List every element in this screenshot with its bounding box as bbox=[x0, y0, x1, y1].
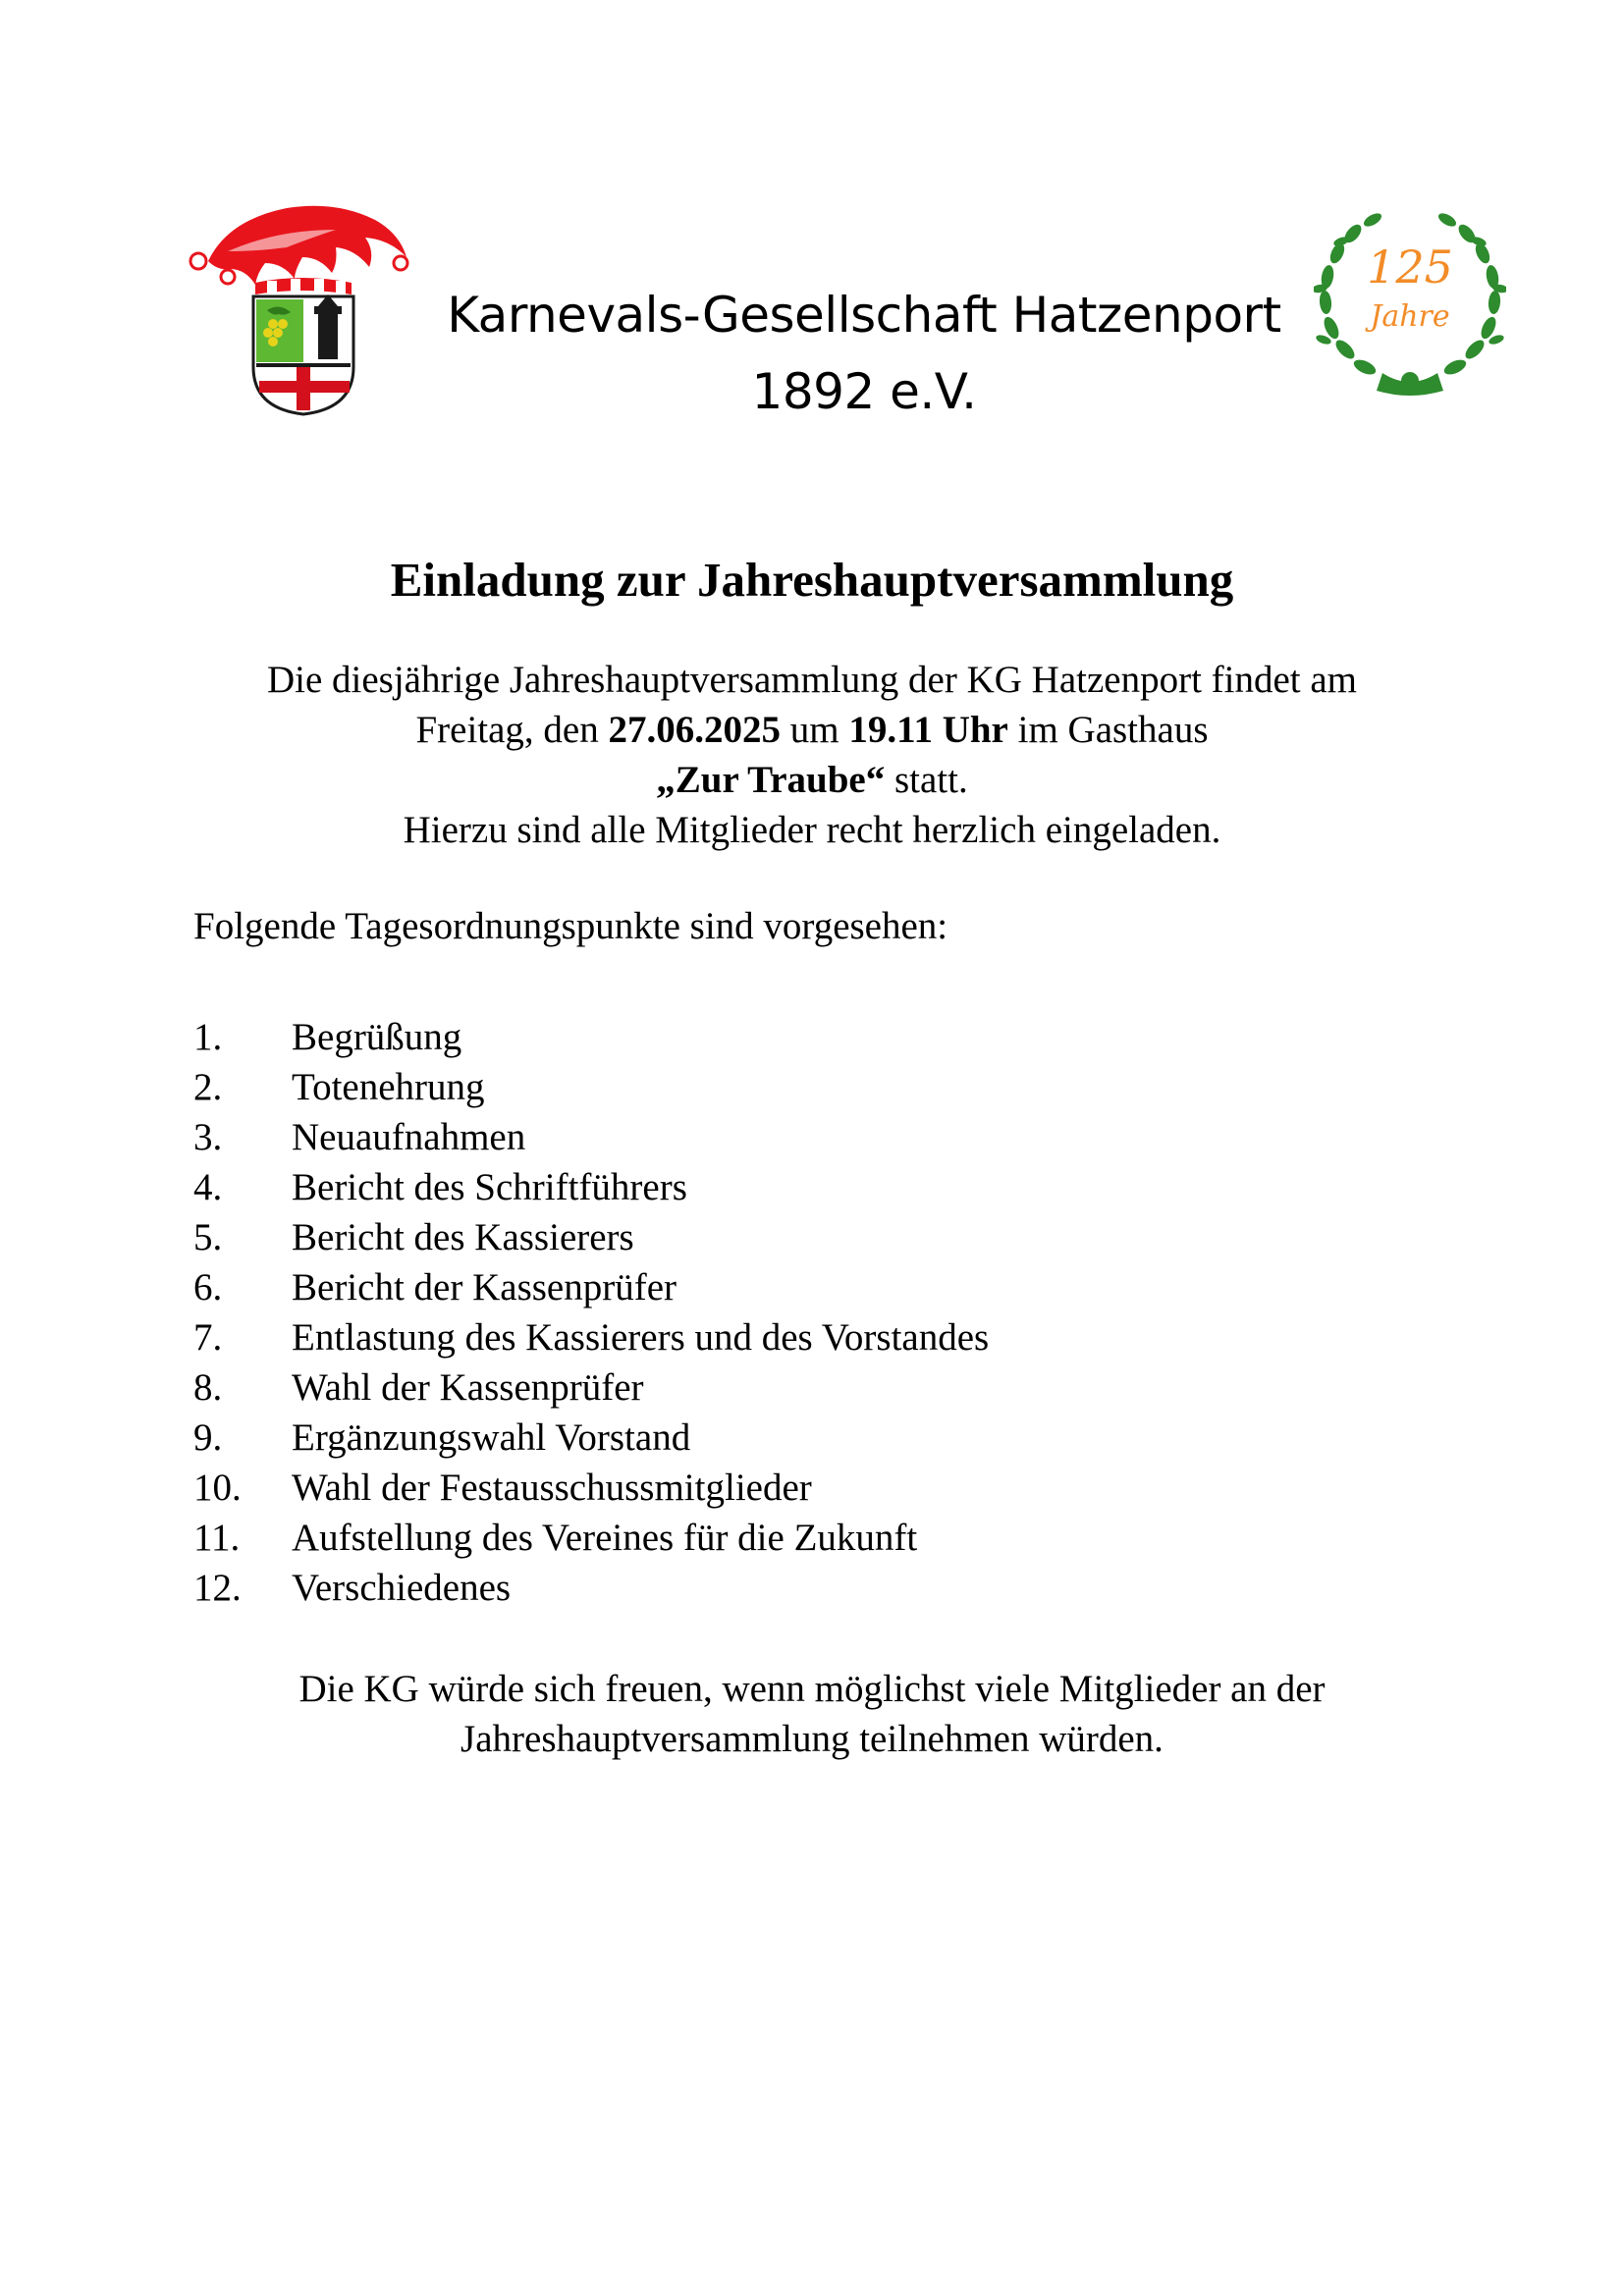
agenda-item bbox=[193, 1012, 989, 1062]
intro-line-1: Die diesjährige Jahreshauptversammlung der KG Hatzenport findet am bbox=[266, 659, 1358, 701]
organization-name-line1: Karnevals-Gesellschaft Hatzenport bbox=[447, 287, 1281, 344]
agenda-item bbox=[193, 1463, 989, 1513]
agenda-item-text: Bericht der Kassenprüfer bbox=[292, 1266, 677, 1308]
anniversary-number: 125 bbox=[1367, 240, 1453, 294]
agenda-item-number: 11. bbox=[193, 1517, 241, 1559]
agenda-item-text: Bericht des Kassierers bbox=[292, 1216, 634, 1258]
agenda-item-number: 5. bbox=[193, 1216, 223, 1258]
meeting-venue: „Zur Traube“ bbox=[656, 759, 886, 801]
agenda-item-number: 8. bbox=[193, 1366, 223, 1409]
intro-venue-lead: im Gasthaus bbox=[1007, 709, 1209, 751]
crest-logo-icon bbox=[189, 200, 410, 416]
anniversary-wreath-logo-icon bbox=[1314, 198, 1506, 397]
agenda-item bbox=[193, 1162, 989, 1212]
meeting-date: 27.06.2025 bbox=[608, 709, 781, 751]
agenda-item-text: Wahl der Festausschussmitglieder bbox=[292, 1467, 812, 1509]
anniversary-word: Jahre bbox=[1370, 299, 1450, 334]
agenda-item-text: Wahl der Kassenprüfer bbox=[292, 1366, 644, 1409]
intro-um-text: um bbox=[781, 709, 849, 751]
agenda-item bbox=[193, 1262, 989, 1312]
agenda-item bbox=[193, 1513, 989, 1563]
agenda-item-number: 1. bbox=[193, 1016, 223, 1058]
agenda-lead: Folgende Tagesordnungspunkte sind vorgesehen: bbox=[193, 905, 948, 947]
agenda-item bbox=[193, 1312, 989, 1362]
agenda-item bbox=[193, 1413, 989, 1463]
agenda-item bbox=[193, 1112, 989, 1162]
agenda-item bbox=[193, 1062, 989, 1112]
agenda-item-number: 9. bbox=[193, 1416, 223, 1459]
meeting-time: 19.11 Uhr bbox=[848, 709, 1008, 751]
document-title: Einladung zur Jahreshauptversammlung bbox=[390, 553, 1234, 607]
closing-paragraph bbox=[98, 1664, 1526, 1764]
agenda-item-text: Begrüßung bbox=[292, 1016, 462, 1058]
agenda-item-number: 12. bbox=[193, 1567, 242, 1609]
agenda-item-number: 10. bbox=[193, 1467, 242, 1509]
intro-line-3 bbox=[98, 755, 1526, 805]
agenda-item bbox=[193, 1563, 989, 1613]
agenda-item bbox=[193, 1362, 989, 1413]
intro-day-text: Freitag, den bbox=[415, 709, 609, 751]
agenda-list bbox=[193, 1012, 989, 1613]
agenda-item-number: 2. bbox=[193, 1066, 223, 1108]
agenda-item-text: Totenehrung bbox=[292, 1066, 485, 1108]
organization-name bbox=[393, 277, 1335, 430]
agenda-item-number: 6. bbox=[193, 1266, 223, 1308]
agenda-item-text: Aufstellung des Vereines für die Zukunft bbox=[292, 1517, 918, 1559]
agenda-item-text: Verschiedenes bbox=[292, 1567, 512, 1609]
intro-paragraph bbox=[98, 655, 1526, 855]
agenda-item-text: Bericht des Schriftführers bbox=[292, 1166, 687, 1208]
closing-line-2: Jahreshauptversammlung teilnehmen würden. bbox=[460, 1718, 1164, 1760]
intro-line-2 bbox=[98, 705, 1526, 755]
agenda-item-text: Entlastung des Kassierers und des Vorstandes bbox=[292, 1316, 990, 1359]
agenda-item-number: 3. bbox=[193, 1116, 223, 1158]
agenda-item-number: 7. bbox=[193, 1316, 223, 1359]
intro-line-4: Hierzu sind alle Mitglieder recht herzlich eingeladen. bbox=[403, 809, 1221, 851]
agenda-item-number: 4. bbox=[193, 1166, 223, 1208]
agenda-item-text: Ergänzungswahl Vorstand bbox=[292, 1416, 691, 1459]
agenda-item-text: Neuaufnahmen bbox=[292, 1116, 526, 1158]
closing-line-1: Die KG würde sich freuen, wenn möglichst viele Mitglieder an der bbox=[298, 1668, 1326, 1710]
intro-statt-text: statt. bbox=[885, 759, 968, 801]
agenda-item bbox=[193, 1212, 989, 1262]
organization-name-line2: 1892 e.V. bbox=[751, 363, 977, 420]
